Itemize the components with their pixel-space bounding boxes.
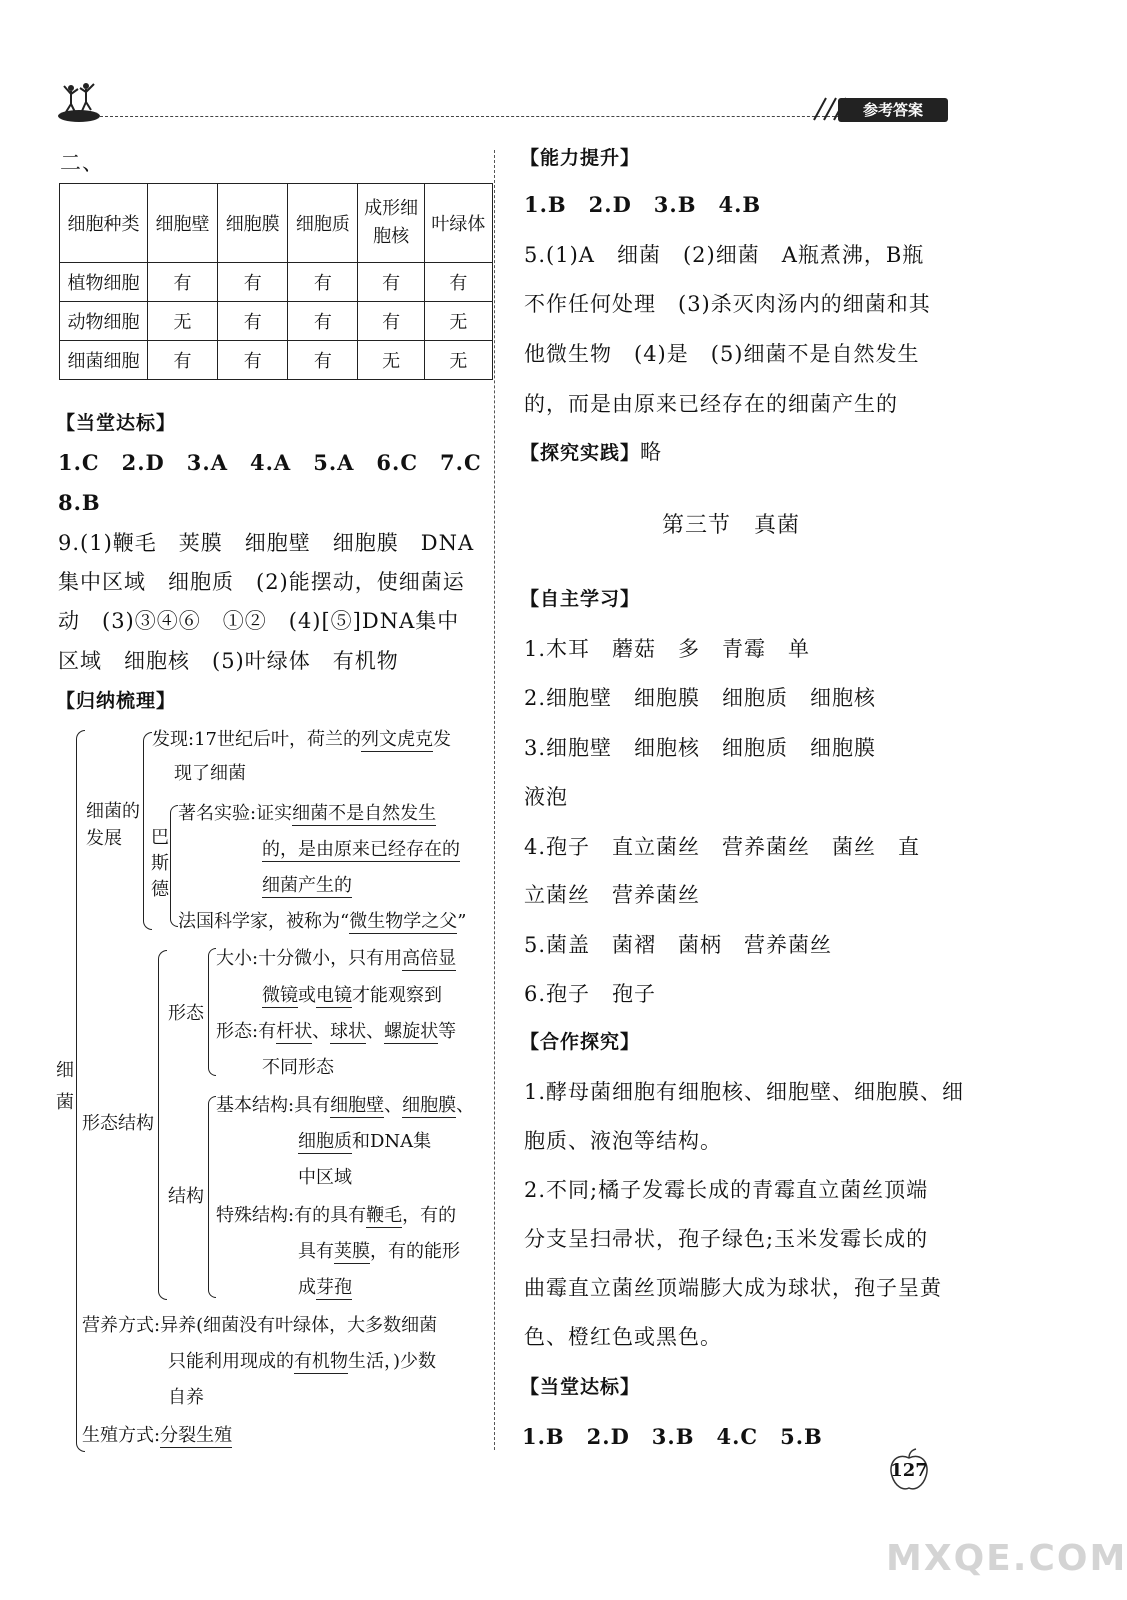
header-logo: [56, 80, 102, 122]
pasteur-title-line: 法国科学家，被称为“微生物学之父”: [178, 911, 467, 932]
table-cell: 有: [218, 341, 288, 380]
zizhu-line-1: 1.木耳 蘑菇 多 青霉 单: [524, 637, 811, 661]
table-cell: 无: [147, 302, 217, 341]
table-cell: 有: [147, 263, 217, 302]
zizhu-line-6: 立菌丝 营养菌丝: [524, 883, 700, 907]
q5-line-3: 他微生物 (4)是 (5)细菌不是自然发生: [524, 342, 920, 366]
table-cell: 有: [358, 302, 424, 341]
hezuo-line-4: 分支呈扫帚状，孢子绿色;玉米发霉长成的: [524, 1227, 929, 1251]
header-answer-tab: 参考答案: [838, 98, 948, 122]
zizhu-title: 【自主学习】: [520, 588, 641, 610]
zizhu-line-8: 6.孢子 孢子: [524, 982, 657, 1006]
experiment-line-1: 著名实验:证实细菌不是自然发生: [178, 803, 437, 824]
reproduction-line: 生殖方式:分裂生殖: [82, 1425, 233, 1446]
shape-line-2: 不同形态: [262, 1057, 334, 1078]
size-line-1: 大小:十分微小，只有用高倍显: [216, 948, 457, 969]
hezuo-line-6: 色、橙红色或黑色。: [524, 1325, 722, 1349]
dangtang2-answers: 1.B 2.D 3.B 4.C 5.B: [522, 1424, 823, 1449]
zizhu-line-3: 3.细胞壁 细胞核 细胞质 细胞膜: [524, 736, 877, 760]
header-rule: [100, 116, 840, 117]
zizhu-line-2: 2.细胞壁 细胞膜 细胞质 细胞核: [524, 686, 877, 710]
q9-line-3: 动 (3)③④⑥ ①② (4)[⑤]DNA集中: [58, 609, 460, 633]
hezuo-line-3: 2.不同;橘子发霉长成的青霉直立菌丝顶端: [524, 1178, 929, 1202]
discovery-line-1: 发现:17世纪后叶，荷兰的列文虎克发: [152, 729, 451, 750]
zizhu-line-7: 5.菌盖 菌褶 菌柄 营养菌丝: [524, 933, 833, 957]
q9-line-1: 9.(1)鞭毛 荚膜 细胞壁 细胞膜 DNA: [58, 531, 475, 555]
table-cell: 植物细胞: [60, 263, 148, 302]
table-header-row: [60, 184, 493, 263]
special-structure-line-1: 特殊结构:有的具有鞭毛，有的: [216, 1205, 457, 1226]
q5-line-1: 5.(1)A 细菌 (2)细菌 A瓶煮沸，B瓶: [524, 243, 925, 267]
struct-brace: [208, 1096, 216, 1298]
cell-comparison-table: [59, 183, 493, 380]
morph-structure-brace: [158, 950, 167, 1300]
table-cell: 有: [358, 263, 424, 302]
pasteur-label: 巴斯德: [151, 827, 169, 900]
size-line-2: 微镜或电镜才能观察到: [262, 985, 442, 1006]
table-header-cell: [358, 184, 424, 263]
zizhu-line-5: 4.孢子 直立菌丝 营养菌丝 菌丝 直: [524, 835, 921, 859]
root-brace: [76, 730, 85, 1452]
experiment-line-2: 的，是由原来已经存在的: [262, 839, 460, 860]
hezuo-line-2: 胞质、液泡等结构。: [524, 1129, 722, 1153]
header-line: 胞核: [373, 226, 410, 247]
guina-title: 【归纳梳理】: [56, 690, 177, 712]
table-header-cell: 细胞膜: [218, 184, 288, 263]
discovery-line-2: 现了细菌: [174, 763, 246, 784]
table-cell: 细菌细胞: [60, 341, 148, 380]
header-line: 成形细: [364, 198, 419, 219]
table-cell: 动物细胞: [60, 302, 148, 341]
morph-structure-label: 形态结构: [82, 1113, 154, 1134]
dancers-icon: [56, 80, 102, 122]
nutrition-line-3: 自养: [168, 1387, 204, 1408]
section-title: 第三节 真菌: [662, 513, 801, 538]
tanjiu-line: [520, 437, 662, 468]
morph-label: 形态: [168, 1003, 204, 1024]
nutrition-line-2: 只能利用现成的有机物生活，)少数: [168, 1351, 437, 1372]
q5-line-2: 不作任何处理 (3)杀灭肉汤内的细菌和其: [524, 292, 931, 316]
table-cell: 有: [147, 341, 217, 380]
table-row: [60, 302, 493, 341]
special-structure-line-3: 成芽孢: [298, 1277, 352, 1298]
zizhu-line-4: 液泡: [524, 785, 568, 809]
page-number: 127: [890, 1460, 928, 1481]
basic-structure-line-2: 细胞质和DNA集: [298, 1131, 432, 1152]
pasteur-brace: [170, 805, 178, 927]
table-header-cell: 细胞质: [288, 184, 358, 263]
q9-line-4: 区域 细胞核 (5)叶绿体 有机物: [58, 649, 399, 673]
hezuo-line-5: 曲霉直立菌丝顶端膨大成为球状，孢子呈黄: [524, 1276, 942, 1300]
experiment-line-3: 细菌产生的: [262, 875, 352, 896]
nutrition-line-1: 营养方式:异养(细菌没有叶绿体，大多数细菌: [82, 1315, 438, 1336]
dangtang-answers-2: 8.B: [58, 490, 101, 515]
column-divider: [494, 150, 495, 1450]
table-cell: 有: [288, 302, 358, 341]
section2-title: 二、: [60, 151, 104, 175]
hezuo-line-1: 1.酵母菌细胞有细胞核、细胞壁、细胞膜、细: [524, 1080, 965, 1104]
special-structure-line-2: 具有荚膜，有的能形: [298, 1241, 460, 1262]
dangtang2-title: 【当堂达标】: [520, 1376, 641, 1398]
table-cell: 有: [424, 263, 492, 302]
tree-root-label: 细菌: [56, 1060, 74, 1113]
morph-brace: [208, 948, 216, 1076]
table-cell: 有: [288, 341, 358, 380]
struct-label: 结构: [168, 1186, 204, 1207]
table-cell: 无: [358, 341, 424, 380]
table-row: [60, 341, 493, 380]
table-cell: 有: [218, 302, 288, 341]
basic-structure-line-3: 中区域: [298, 1167, 352, 1188]
nengli-answers: 1.B 2.D 3.B 4.B: [524, 192, 762, 217]
development-label: 细菌的发展: [86, 801, 140, 849]
nengli-title: 【能力提升】: [520, 147, 641, 169]
shape-line-1: 形态:有杆状、球状、螺旋状等: [216, 1021, 457, 1042]
q5-line-4: 的，而是由原来已经存在的细菌产生的: [524, 392, 898, 416]
table-header-cell: 叶绿体: [424, 184, 492, 263]
q9-line-2: 集中区域 细胞质 (2)能摆动，使细菌运: [58, 570, 465, 594]
table-row: [60, 263, 493, 302]
table-cell: 无: [424, 341, 492, 380]
table-header-cell: 细胞壁: [147, 184, 217, 263]
basic-structure-line-1: 基本结构:具有细胞壁、细胞膜、: [216, 1095, 475, 1116]
table-cell: 无: [424, 302, 492, 341]
hezuo-title: 【合作探究】: [520, 1031, 641, 1053]
table-cell: 有: [288, 263, 358, 302]
tanjiu-title: 【探究实践】: [520, 442, 641, 464]
watermark: MXQE.COM: [886, 1538, 1127, 1579]
page-number-badge: [886, 1448, 932, 1494]
dangtang-answers-1: 1.C 2.D 3.A 4.A 5.A 6.C 7.C: [58, 450, 482, 475]
table-header-cell: 细胞种类: [60, 184, 148, 263]
dangtang-title: 【当堂达标】: [56, 412, 177, 434]
tanjiu-value: 略: [640, 440, 663, 464]
table-cell: 有: [218, 263, 288, 302]
